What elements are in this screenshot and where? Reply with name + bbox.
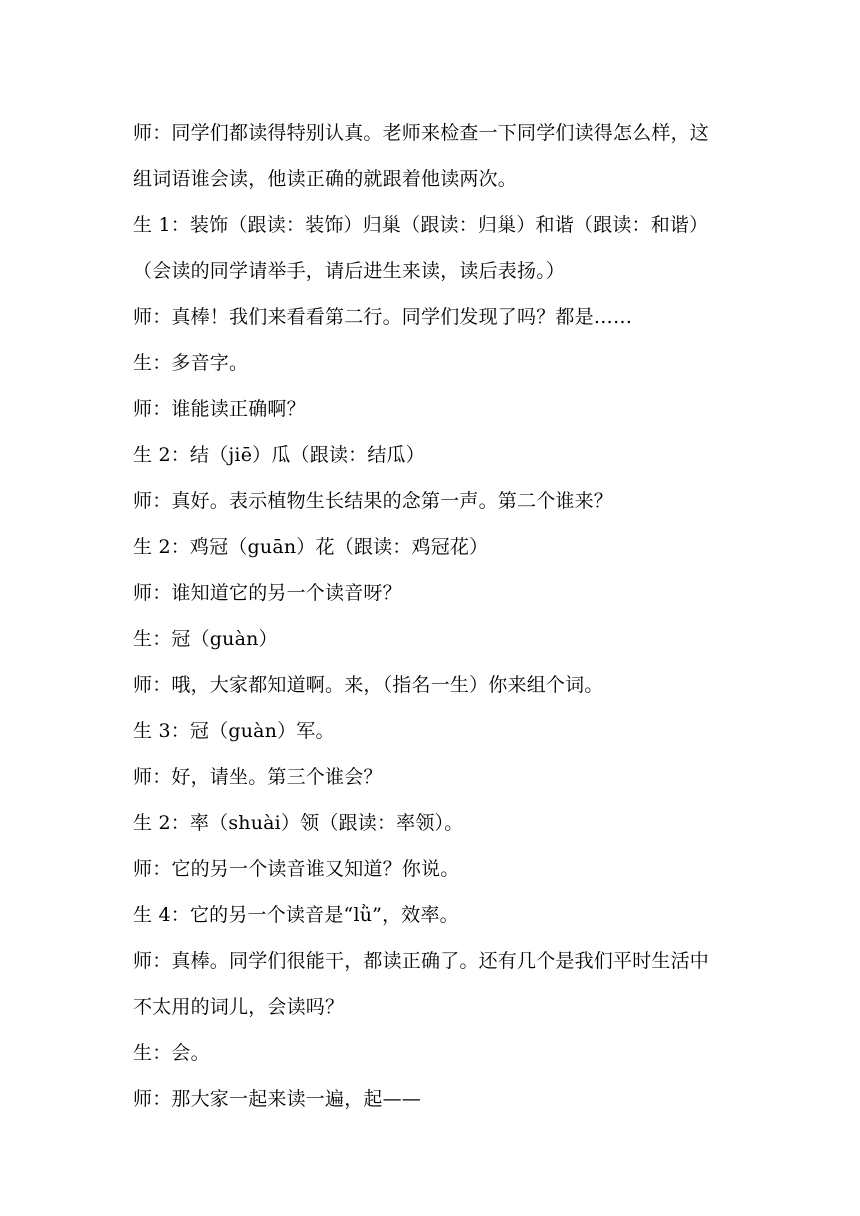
text-line: 生 2：结（jiē）瓜（跟读：结瓜）	[133, 444, 425, 466]
text-line: 生 2：率（shuài）领（跟读：率领）。	[133, 812, 464, 834]
text-line: 生 1：装饰（跟读：装饰）归巢（跟读：归巢）和谐（跟读：和谐）	[133, 214, 709, 236]
text-line: 师：好，请坐。第三个谁会？	[133, 766, 383, 788]
text-line: 师：真好。表示植物生长结果的念第一声。第二个谁来？	[133, 490, 614, 512]
text-line: 师：那大家一起来读一遍，起——	[133, 1088, 422, 1110]
text-line: 师：谁能读正确啊？	[133, 398, 306, 420]
text-line: 生 4：它的另一个读音是“lǜ”，效率。	[133, 904, 459, 926]
text-line: 生：多音字。	[133, 352, 249, 374]
text-line: 生 3：冠（guàn）军。	[133, 720, 335, 742]
text-line: 师：真棒。同学们很能干，都读正确了。还有几个是我们平时生活中	[133, 950, 710, 972]
transcript-body	[133, 110, 743, 1122]
text-line: （会读的同学请举手，请后进生来读，读后表扬。）	[133, 260, 566, 282]
text-line: 生：会。	[133, 1042, 210, 1064]
text-line: 组词语谁会读，他读正确的就跟着他读两次。	[133, 168, 518, 190]
text-line: 师：真棒！我们来看看第二行。同学们发现了吗？都是……	[133, 306, 633, 328]
text-line: 师：同学们都读得特别认真。老师来检查一下同学们读得怎么样，这	[133, 122, 710, 144]
text-line: 师：它的另一个读音谁又知道？你说。	[133, 858, 460, 880]
text-line: 生：冠（guàn）	[133, 628, 278, 650]
text-line: 不太用的词儿，会读吗？	[133, 996, 345, 1018]
text-line: 师：谁知道它的另一个读音呀？	[133, 582, 402, 604]
text-line: 生 2：鸡冠（guān）花（跟读：鸡冠花）	[133, 536, 489, 558]
text-line: 师：哦，大家都知道啊。来，（指名一生）你来组个词。	[133, 674, 604, 696]
